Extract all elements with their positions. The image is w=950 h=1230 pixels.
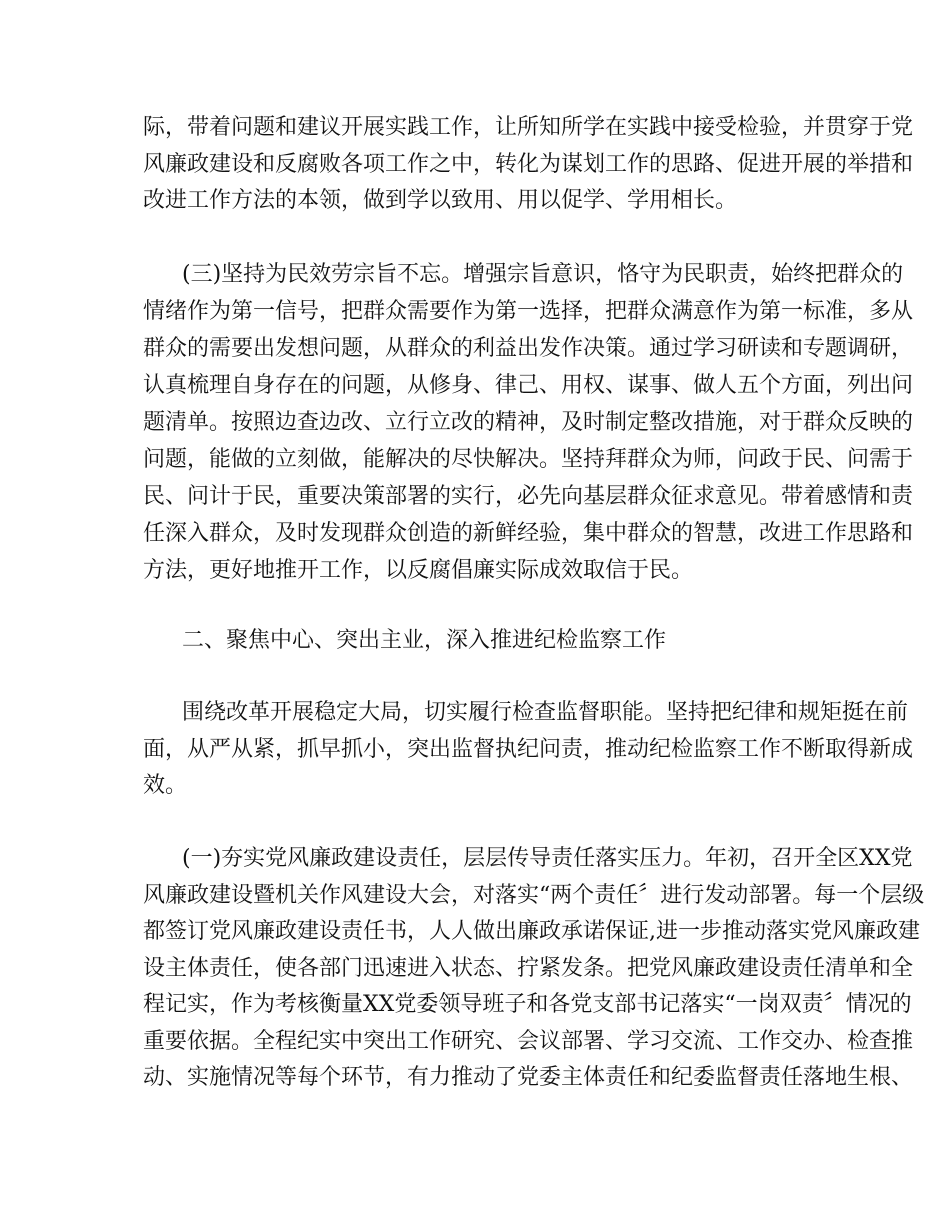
- text-line: 二、聚焦中心、突出主业，深入推进纪检监察工作: [182, 628, 667, 653]
- text-line: 风廉政建设和反腐败各项工作之中，转化为谋划工作的思路、促进开展的举措和: [143, 151, 914, 177]
- text-line: 民、问计于民，重要决策部署的实行，必先向基层群众征求意见。带着感情和责: [143, 484, 914, 509]
- text-line: 际，带着问题和建议开展实践工作，让所知所学在实践中接受检验，并贯穿于党: [143, 115, 914, 140]
- text-line: 认真梳理自身存在的问题，从修身、律己、用权、谋事、做人五个方面，列出问: [143, 373, 914, 398]
- text-line: 任深入群众，及时发现群众创造的新鲜经验，集中群众的智慧，改进工作思路和: [143, 521, 914, 546]
- text-line: (一)夯实党风廉政建设责任，层层传导责任落实压力。年初，召开全区XX党: [182, 846, 913, 871]
- text-line: 面，从严从紧，抓早抓小，突出监督执纪问责，推动纪检监察工作不断取得新成: [143, 736, 914, 762]
- text-line: 动、实施情况等每个环节，有力推动了党委主体责任和纪委监督责任落地生根、: [143, 1065, 914, 1090]
- text-line: 方法，更好地推开工作，以反腐倡廉实际成效取信于民。: [143, 558, 694, 583]
- text-line: 重要依据。全程纪实中突出工作研究、会议部署、学习交流、工作交办、检查推: [143, 1028, 914, 1054]
- text-line: 设主体责任，使各部门迅速进入状态、拧紧发条。把党风廉政建设责任清单和全: [143, 955, 914, 981]
- text-line: 都签订党风廉政建设责任书，人人做出廉政承诺保证,进一步推动落实党风廉政建: [143, 919, 920, 944]
- text-line: 问题，能做的立刻做，能解决的尽快解决。坚持拜群众为师，问政于民、问需于: [143, 447, 914, 472]
- text-line: 群众的需要出发想问题，从群众的利益出发作决策。通过学习研读和专题调研，: [143, 336, 914, 361]
- text-line: 改进工作方法的本领，做到学以致用、用以促学、学用相长。: [143, 188, 738, 213]
- text-line: 效。: [143, 773, 188, 798]
- text-line: 情绪作为第一信号，把群众需要作为第一选择，把群众满意作为第一标准，多从: [143, 299, 914, 324]
- text-line: 围绕改革开展稳定大局，切实履行检查监督职能。坚持把纪律和规矩挺在前: [182, 700, 909, 725]
- text-line: 风廉政建设暨机关作风建设大会，对落实“两个责任〞进行发动部署。每一个层级: [143, 882, 925, 908]
- text-line: (三)坚持为民效劳宗旨不忘。增强宗旨意识，恪守为民职责，始终把群众的: [182, 262, 904, 287]
- text-line: 程记实，作为考核衡量XX党委领导班子和各党支部书记落实“一岗双责〞情况的: [143, 992, 912, 1017]
- text-line: 题清单。按照边查边改、立行立改的精神，及时制定整改措施，对于群众反映的: [143, 410, 914, 435]
